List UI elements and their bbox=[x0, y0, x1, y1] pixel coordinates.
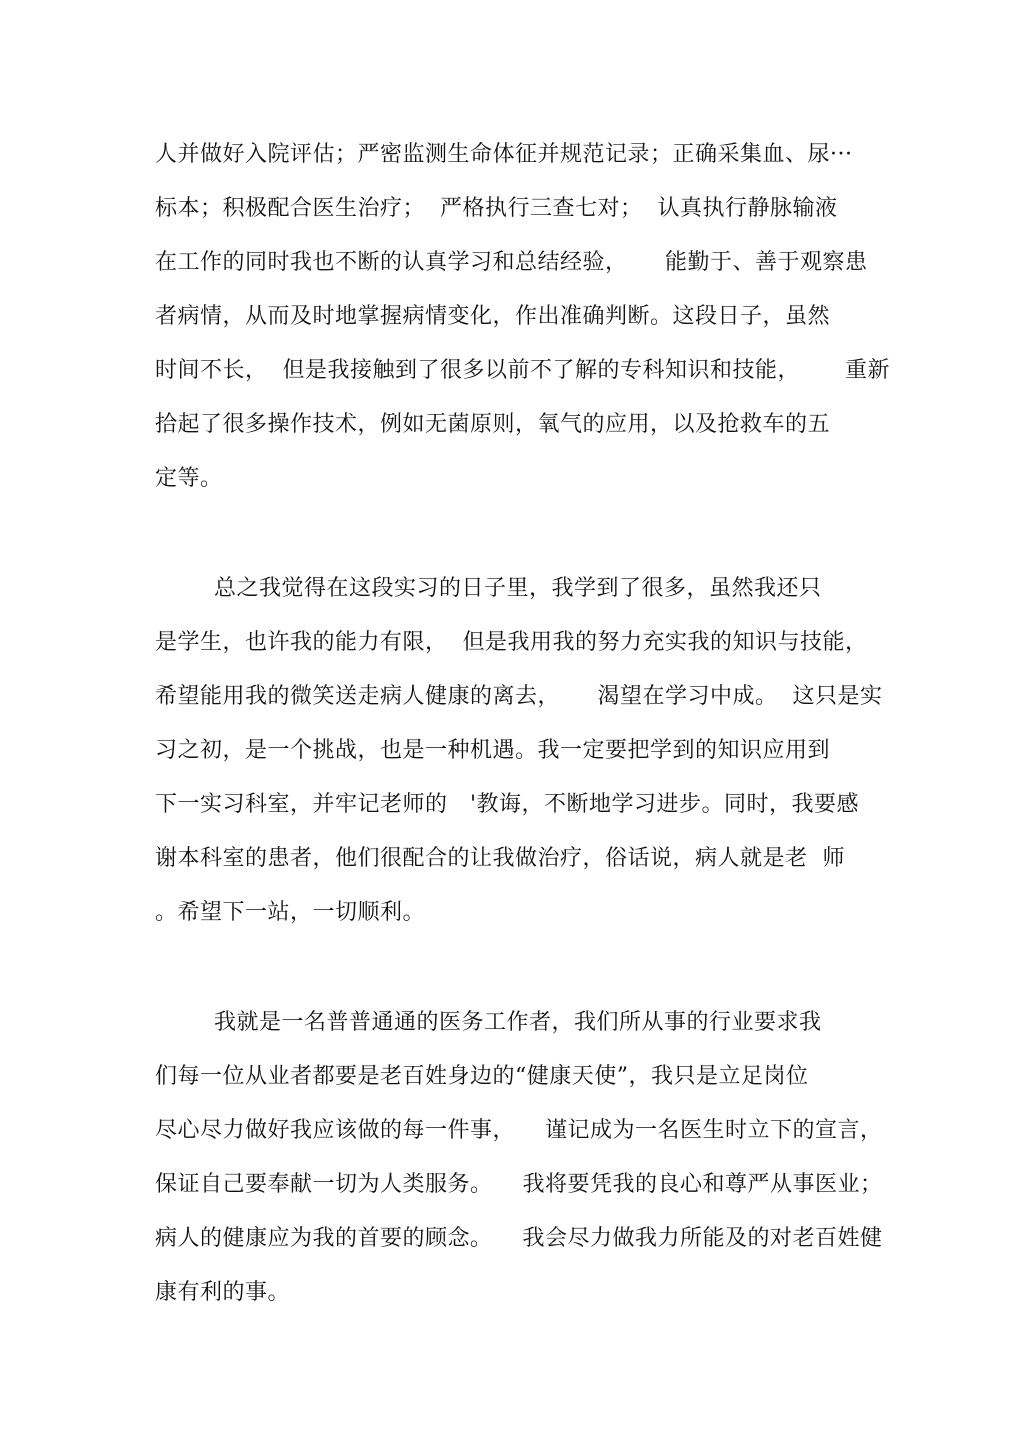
text-line: 习之初，是一个挑战，也是一种机遇。我一定要把学到的知识应用到 bbox=[155, 738, 831, 763]
text-line: 希望能用我的微笑送走病人健康的离去， 渴望在学习中成。 这只是实 bbox=[155, 684, 883, 709]
text-line: 们每一位从业者都要是老百姓身边的“健康天使”，我只是立足岗位 bbox=[155, 1064, 809, 1089]
text-line: 是学生，也许我的能力有限， 但是我用我的努力充实我的知识与技能， bbox=[155, 630, 868, 655]
text-line: 保证自己要奉献一切为人类服务。 我将要凭我的良心和尊严从事医业； bbox=[155, 1172, 883, 1197]
text-line: 时间不长， 但是我接触到了很多以前不了解的专科知识和技能， 重新 bbox=[155, 358, 890, 383]
text-line: 总之我觉得在这段实习的日子里，我学到了很多，虽然我还只 bbox=[214, 576, 822, 601]
text-line: 下一实习科室，并牢记老师的 '教诲，不断地学习进步。同时，我要感 bbox=[155, 792, 860, 817]
text-line: 尽心尽力做好我应该做的每一件事， 谨记成为一名医生时立下的宣言， bbox=[155, 1118, 883, 1143]
text-line: 。希望下一站，一切顺利。 bbox=[155, 900, 426, 925]
text-line: 康有利的事。 bbox=[155, 1280, 291, 1305]
text-line: 我就是一名普普通通的医务工作者，我们所从事的行业要求我 bbox=[214, 1010, 822, 1035]
text-line: 病人的健康应为我的首要的顾念。 我会尽力做我力所能及的对老百姓健 bbox=[155, 1226, 883, 1251]
text-line: 人并做好入院评估；严密监测生命体征并规范记录；正确采集血、尿··· bbox=[155, 142, 853, 167]
text-line: 在工作的同时我也不断的认真学习和总结经验， 能勤于、善于观察患 bbox=[155, 250, 868, 275]
text-line: 定等。 bbox=[155, 466, 223, 491]
text-line: 者病情，从而及时地掌握病情变化，作出准确判断。这段日子，虽然 bbox=[155, 304, 831, 329]
text-line: 拾起了很多操作技术，例如无菌原则，氧气的应用，以及抢救车的五 bbox=[155, 412, 831, 437]
text-line: 谢本科室的患者，他们很配合的让我做治疗，俗话说，病人就是老 师 bbox=[155, 846, 845, 871]
text-line: 标本；积极配合医生治疗； 严格执行三查七对； 认真执行静脉输液 bbox=[155, 196, 838, 221]
